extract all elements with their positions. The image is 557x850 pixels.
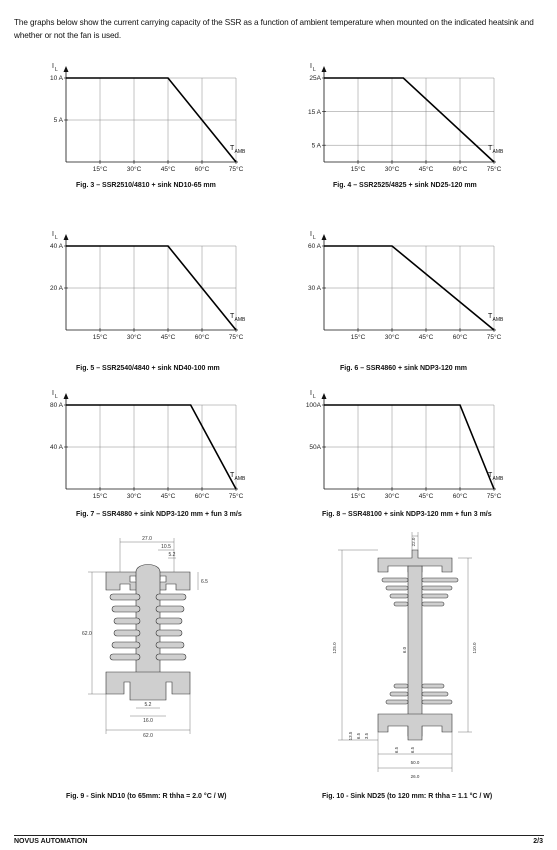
dim-top: 22.0 [411,537,416,547]
caption-fig4: Fig. 4 – SSR2525/4825 + sink ND25-120 mm [333,182,477,189]
dim-b5: 6.5 [410,746,415,754]
footer-page-number: 2/3 [533,838,543,845]
x-tick-label: 30°C [126,334,142,341]
x-tick-label: 30°C [384,493,400,500]
x-tick-label: 45°C [160,166,176,173]
caption-fig3: Fig. 3 – SSR2510/4810 + sink ND10-65 mm [76,182,216,189]
y-tick-label: 30 A [307,285,321,293]
caption-fig10: Fig. 10 - Sink ND25 (to 120 mm: R thha = 1.1 °C / W) [322,793,493,800]
x-tick-label: 75°C [486,166,502,173]
dim-slot-a: 10.5 [161,544,171,550]
x-axis-label-sub: AMB [234,476,246,482]
x-axis-label: T [488,313,493,320]
dim-b4: 6.5 [394,746,399,754]
y-tick-label: 15 A [307,108,321,116]
dim-core: 6.0 [402,646,407,654]
x-axis-label-sub: AMB [492,149,504,155]
x-tick-label: 75°C [228,166,244,173]
dim-b6: 50.0 [410,760,420,765]
derating-chart-fig6 [288,226,518,356]
dim-fin-height: 110.0 [472,642,477,654]
x-tick-label: 60°C [194,166,210,173]
y-axis-label-sub: L [313,67,316,73]
x-tick-label: 30°C [126,166,142,173]
y-axis-arrow [64,234,69,240]
x-tick-label: 60°C [452,334,468,341]
x-axis-label: T [230,472,235,479]
x-axis-label-sub: AMB [234,149,246,155]
x-tick-label: 30°C [384,166,400,173]
y-tick-label: 60 A [307,243,321,251]
derating-chart-fig7 [30,385,260,515]
y-axis-arrow [322,66,327,72]
y-tick-label: 5 A [311,142,321,150]
x-axis-label-sub: AMB [234,317,246,323]
caption-fig7: Fig. 7 – SSR4880 + sink NDP3-120 mm + fun 3 m/s [76,511,242,518]
x-tick-label: 45°C [160,334,176,341]
x-tick-label: 60°C [194,334,210,341]
x-tick-label: 45°C [418,493,434,500]
y-axis-label: I [310,63,312,70]
intro-paragraph: The graphs below show the current carrying capacity of the SSR as a function of ambient temperature when mounted on the indicated heatsink and whether or not the fan is used. [14,18,534,41]
y-axis-label: I [310,231,312,238]
x-axis-label: T [488,145,493,152]
y-tick-label: 5 A [53,117,63,125]
x-tick-label: 75°C [228,334,244,341]
y-axis-arrow [64,66,69,72]
x-tick-label: 15°C [92,166,108,173]
x-axis-label: T [230,313,235,320]
heatsink-nd25-drawing [322,528,512,793]
x-tick-label: 45°C [418,166,434,173]
derating-curve [324,78,494,162]
x-tick-label: 15°C [92,493,108,500]
heatsink-nd10-drawing [70,532,230,747]
y-axis-arrow [322,393,327,399]
y-axis-label: I [52,63,54,70]
derating-chart-fig3 [30,58,260,188]
x-axis-label-sub: AMB [492,317,504,323]
dim-bottom-gap: 16.0 [143,718,153,724]
x-tick-label: 15°C [350,493,366,500]
dim-b3: 3.5 [364,732,369,740]
x-tick-label: 60°C [452,493,468,500]
caption-fig9: Fig. 9 - Sink ND10 (to 65mm: R thha = 2.0 °C / W) [66,793,227,800]
y-axis-arrow [322,234,327,240]
dim-slot-b: 5.2 [168,552,176,558]
y-axis-label: I [52,231,54,238]
dim-height: 62.0 [82,631,92,637]
y-axis-label-sub: L [313,235,316,241]
x-tick-label: 75°C [486,334,502,341]
dim-side: 6.5 [201,579,208,585]
y-tick-label: 50A [309,444,321,452]
y-axis-label-sub: L [313,394,316,400]
caption-fig5: Fig. 5 – SSR2540/4840 + sink ND40-100 mm [76,365,220,372]
dim-top-width: 27.0 [142,536,152,542]
x-tick-label: 45°C [160,493,176,500]
footer-company: NOVUS AUTOMATION [14,838,88,845]
dim-b2: 6.5 [356,732,361,740]
x-tick-label: 30°C [384,334,400,341]
x-tick-label: 15°C [92,334,108,341]
y-axis-label-sub: L [55,67,58,73]
dim-overall-height: 125.0 [332,642,337,654]
y-axis-arrow [64,393,69,399]
y-axis-label: I [310,390,312,397]
y-tick-label: 10 A [49,75,63,83]
y-axis-label-sub: L [55,394,58,400]
caption-fig6: Fig. 6 – SSR4860 + sink NDP3-120 mm [340,365,468,372]
y-tick-label: 100A [305,402,321,410]
footer-rule [14,835,544,836]
x-tick-label: 60°C [194,493,210,500]
y-tick-label: 40 A [49,243,63,251]
dim-b7: 26.0 [410,774,420,779]
dim-bottom-slot: 5.2 [144,702,152,708]
x-tick-label: 15°C [350,166,366,173]
x-tick-label: 45°C [418,334,434,341]
x-axis-label-sub: AMB [492,476,504,482]
y-axis-label-sub: L [55,235,58,241]
derating-chart-fig8 [288,385,518,515]
y-tick-label: 20 A [49,285,63,293]
x-axis-label: T [488,472,493,479]
x-tick-label: 30°C [126,493,142,500]
dim-overall-width: 62.0 [143,733,153,739]
y-tick-label: 40 A [49,444,63,452]
x-axis-label: T [230,145,235,152]
caption-fig8: Fig. 8 – SSR48100 + sink NDP3-120 mm + fun 3 m/s [322,511,492,518]
y-tick-label: 80 A [49,402,63,410]
dim-b1: 13.5 [348,731,353,741]
derating-chart-fig5 [30,226,260,356]
x-tick-label: 60°C [452,166,468,173]
y-axis-label: I [52,390,54,397]
y-tick-label: 25A [309,75,321,83]
derating-chart-fig4 [288,58,518,188]
x-tick-label: 15°C [350,334,366,341]
x-tick-label: 75°C [228,493,244,500]
x-tick-label: 75°C [486,493,502,500]
